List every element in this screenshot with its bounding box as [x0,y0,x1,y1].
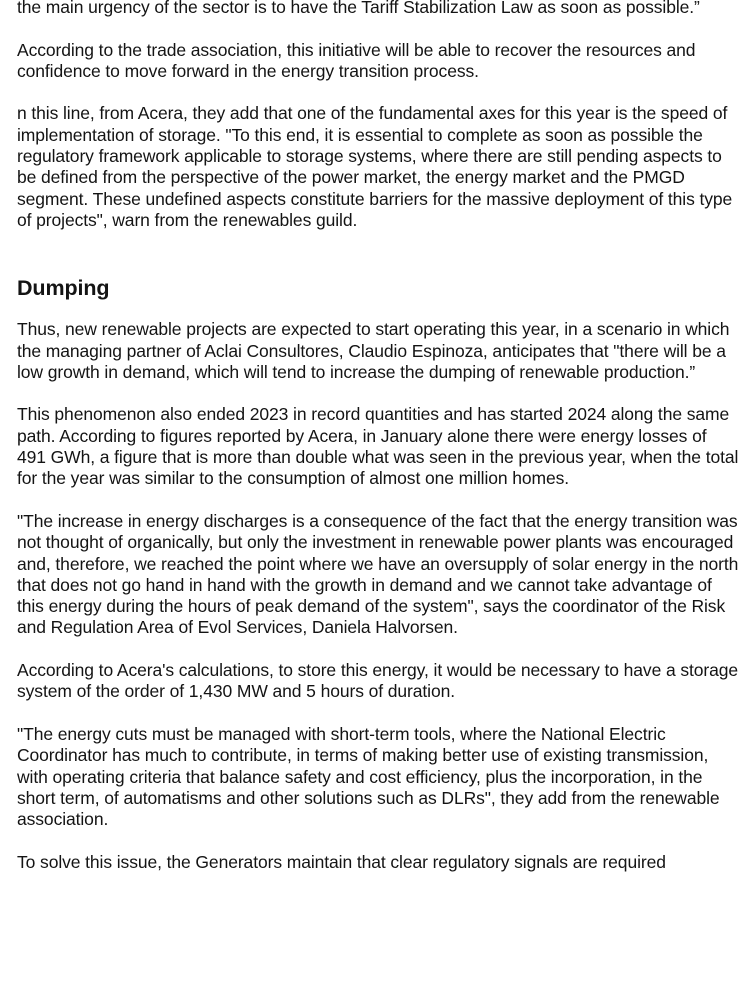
section-heading-dumping: Dumping [17,276,110,301]
paragraph-record-quantities: This phenomenon also ended 2023 in record quantities and has started 2024 along the same path. According to figures reported by Acera, in January alone there were energy losses of 491 GWh, a figure that is more than double what was seen in the previous year, when the total for the year was similar to the consumption of almost one million homes. [17,404,739,489]
paragraph-energy-discharges-quote: "The increase in energy discharges is a consequence of the fact that the energy transition was not thought of organically, but only the investment in renewable power plants was encouraged and, therefore, we reached the point where we have an oversupply of solar energy in the north that does not go hand in hand with the growth in demand and we cannot take advantage of this energy during the hours of peak demand of the system", says the coordinator of the Risk and Regulation Area of Evol Services, Daniela Halvorsen. [17,510,739,638]
paragraph-acera-calculations: According to Acera's calculations, to store this energy, it would be necessary to have a storage system of the order of 1,430 MW and 5 hours of duration. [17,660,739,702]
paragraph-energy-cuts-quote: "The energy cuts must be managed with short-term tools, where the National Electric Coordinator has much to contribute, in terms of making better use of existing transmission, with operating criteria that balance safety and cost efficiency, plus the incorporation, in the short term, of automatisms and other solutions such as DLRs", they add from the renewable association. [17,723,720,830]
article-body [17,0,739,894]
paragraph-tariff-law: the main urgency of the sector is to have the Tariff Stabilization Law as soon as possible.” [17,0,700,17]
paragraph-new-projects: Thus, new renewable projects are expected to start operating this year, in a scenario in which the managing partner of Aclai Consultores, Claudio Espinoza, anticipates that "there will be a low growth in demand, which will tend to increase the dumping of renewable production.” [17,319,730,382]
paragraph-storage-framework: n this line, from Acera, they add that one of the fundamental axes for this year is the speed of implementation of storage. "To this end, it is essential to complete as soon as possible the regulatory framework applicable to storage systems, where there are still pending aspects to be defined from the perspective of the power market, the energy market and the PMGD segment. These undefined aspects constitute barriers for the massive deployment of this type of projects", warn from the renewables guild. [17,103,733,230]
paragraph-trade-association: According to the trade association, this initiative will be able to recover the resources and confidence to move forward in the energy transition process. [17,39,696,81]
paragraph-generators-signals: To solve this issue, the Generators maintain that clear regulatory signals are required [17,851,666,872]
